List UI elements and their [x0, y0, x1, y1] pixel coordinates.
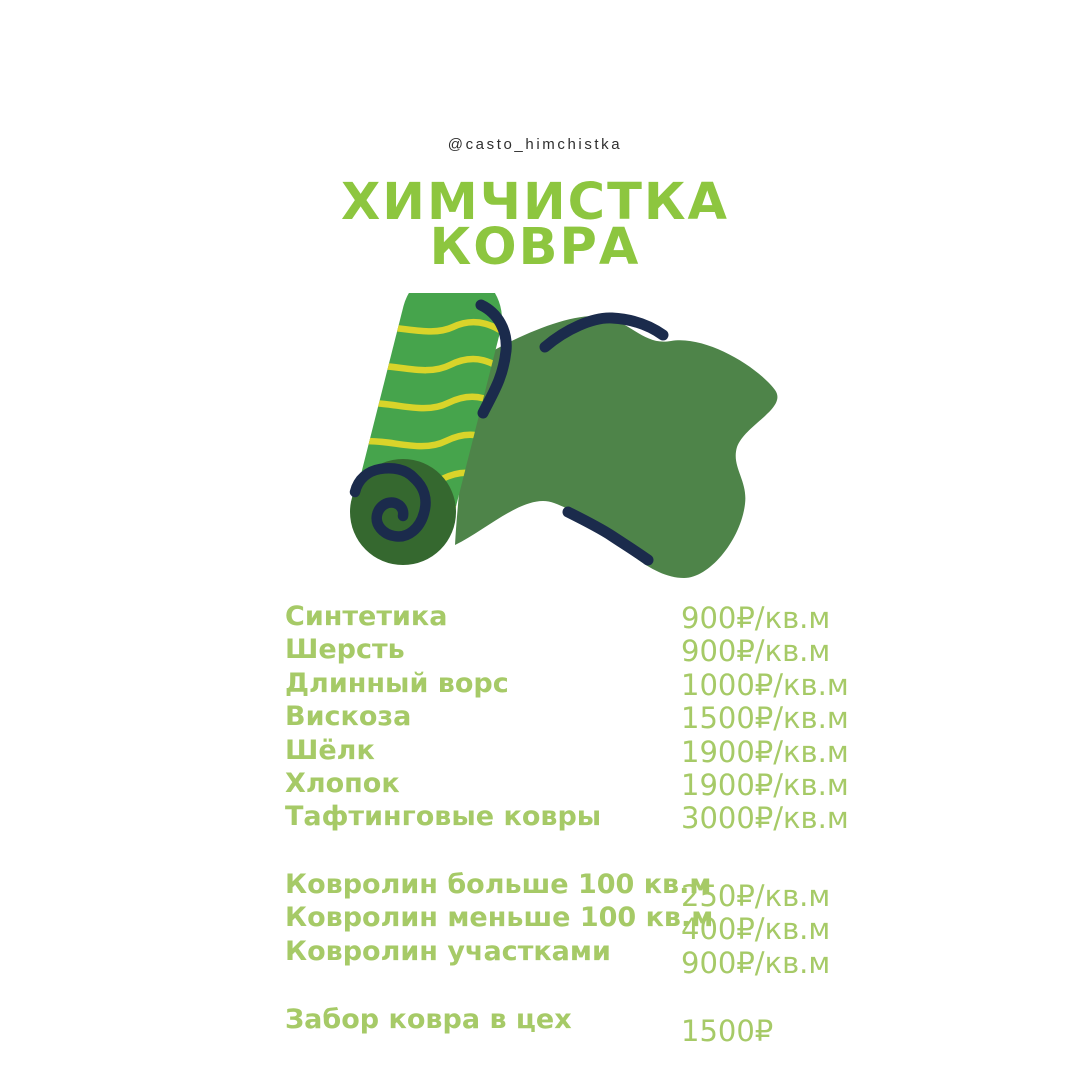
item-name: Тафтинговые ковры	[285, 801, 602, 833]
price-row	[285, 667, 849, 700]
item-price: 1500₽/кв.м	[681, 701, 849, 736]
item-name: Длинный ворс	[285, 667, 509, 699]
item-price: 900₽/кв.м	[681, 601, 831, 635]
item-price: 400₽/кв.м	[681, 912, 831, 947]
item-name: Шёлк	[285, 734, 375, 766]
instagram-handle: @casto_himchistka	[447, 136, 623, 153]
item-name: Синтетика	[285, 601, 448, 632]
pickup-price-row	[285, 1003, 774, 1048]
item-name: Хлопок	[285, 767, 400, 799]
item-price: 1500₽	[681, 1014, 774, 1048]
page-title	[0, 173, 1070, 277]
item-name: Шерсть	[285, 634, 405, 666]
item-name: Вискоза	[285, 701, 412, 733]
item-name: Забор ковра в цех	[285, 1004, 572, 1035]
item-price: 900₽/кв.м	[681, 945, 831, 980]
item-price: 1000₽/кв.м	[681, 667, 849, 702]
item-name: Ковролин больше 100 кв.м	[285, 869, 712, 900]
price-row	[285, 700, 849, 736]
item-price: 1900₽/кв.м	[681, 767, 849, 802]
price-row	[285, 600, 849, 633]
carpet-materials-price-list	[285, 600, 849, 834]
price-row	[285, 800, 849, 836]
item-price: 1900₽/кв.м	[681, 734, 849, 769]
page-title-line1: ХИМЧИСТКА	[340, 173, 730, 232]
price-row	[285, 734, 849, 767]
price-row	[285, 633, 849, 669]
item-price: 3000₽/кв.м	[681, 801, 849, 836]
item-name: Ковролин меньше 100 кв.м	[285, 902, 714, 934]
carpet-flooring-price-list	[285, 868, 831, 980]
item-name: Ковролин участками	[285, 935, 611, 967]
price-row	[285, 767, 849, 800]
price-row	[285, 1003, 774, 1048]
page-title-line2: КОВРА	[429, 218, 641, 277]
price-row	[285, 868, 831, 913]
item-price: 250₽/кв.м	[681, 879, 831, 913]
item-price: 900₽/кв.м	[681, 634, 831, 669]
rolled-carpet-illustration	[348, 293, 780, 583]
